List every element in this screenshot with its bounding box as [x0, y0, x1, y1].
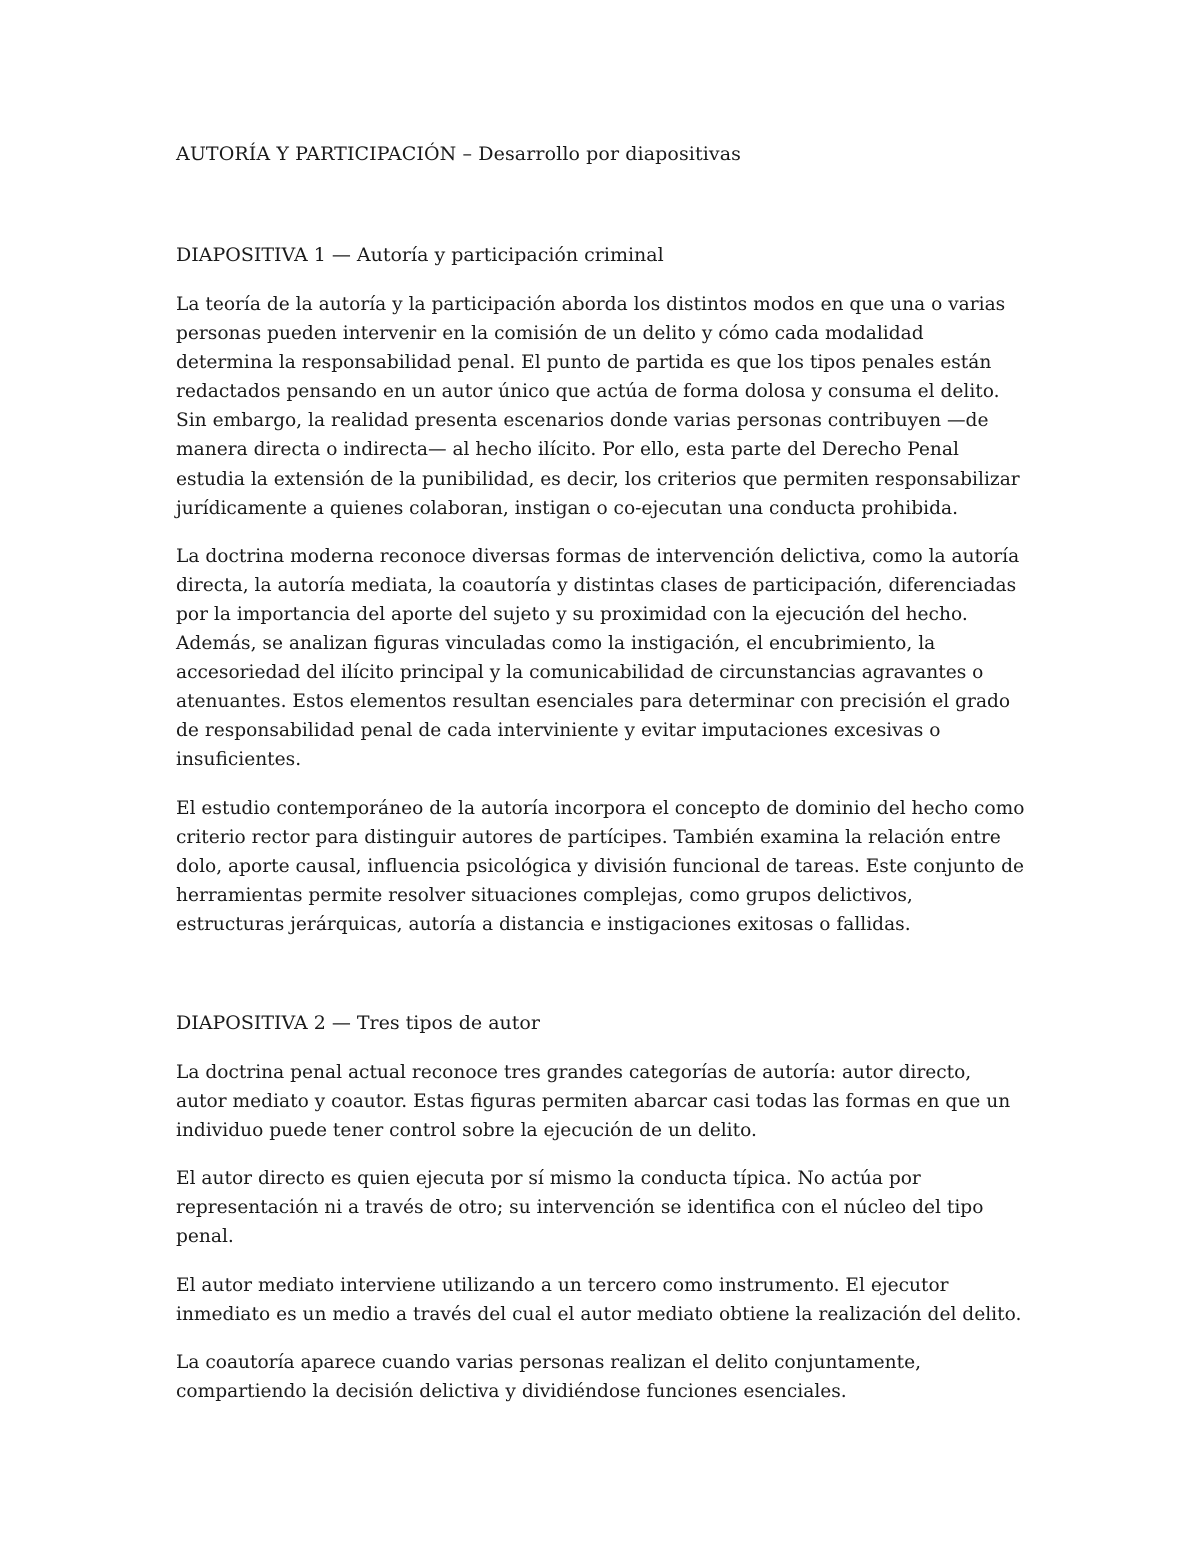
- paragraph: El autor mediato interviene utilizando a un tercero como instrumento. El ejecutor inmediato es un medio a través del cual el autor mediato obtiene la realización del delito.: [176, 1274, 1022, 1325]
- document-page: [176, 140, 1026, 1425]
- slide-heading: DIAPOSITIVA 2 — Tres tipos de autor: [176, 1011, 540, 1034]
- paragraph: El autor directo es quien ejecuta por sí mismo la conducta típica. No actúa por representación ni a través de otro; su intervención se identifica con el núcleo del tipo penal.: [176, 1168, 984, 1248]
- slide-section-1: [176, 241, 1026, 939]
- paragraph: El estudio contemporáneo de la autoría incorpora el concepto de dominio del hecho como criterio rector para distinguir autores de partícipes. También examina la relación entre dolo, aporte causal, influencia psicológica y división funcional de tareas. Este conjunto de herramientas permite resolver situaciones complejas, como grupos delictivos, estructuras jerárquicas, autoría a distancia e instigaciones exitosas o fallidas.: [176, 797, 1025, 935]
- paragraph: La coautoría aparece cuando varias personas realizan el delito conjuntamente, compartiendo la decisión delictiva y dividiéndose funciones esenciales.: [176, 1351, 921, 1402]
- paragraph: La doctrina penal actual reconoce tres grandes categorías de autoría: autor directo, autor mediato y coautor. Estas figuras permiten abarcar casi todas las formas en que un individuo puede tener control sobre la ejecución de un delito.: [176, 1061, 1011, 1142]
- slide-heading: DIAPOSITIVA 1 — Autoría y participación criminal: [176, 244, 664, 266]
- paragraph: La teoría de la autoría y la participación aborda los distintos modos en que una o varias personas pueden intervenir en la comisión de un delito y cómo cada modalidad determina la responsabilidad penal. El punto de partida es que los tipos penales están redactados pensando en un autor único que actúa de forma dolosa y consuma el delito. Sin embargo, la realidad presenta escenarios donde varias personas contribuyen —de manera directa o indirecta— al hecho ilícito. Por ello, esta parte del Derecho Penal estudia la extensión de la punibilidad, es decir, los criterios que permiten responsabilizar jurídicamente a quienes colaboran, instigan o co-ejecutan una conducta prohibida.: [176, 294, 1020, 519]
- paragraph: La doctrina moderna reconoce diversas formas de intervención delictiva, como la autoría directa, la autoría mediata, la coautoría y distintas clases de participación, diferenciadas por la importancia del aporte del sujeto y su proximidad con la ejecución del hecho. Además, se analizan figuras vinculadas como la instigación, el encubrimiento, la accesoriedad del ilícito principal y la comunicabilidad de circunstancias agravantes o atenuantes. Estos elementos resultan esenciales para determinar con precisión el grado de responsabilidad penal de cada interviniente y evitar imputaciones excesivas o insuficientes.: [176, 545, 1020, 771]
- slide-section-2: [176, 1009, 1026, 1406]
- document-title: AUTORÍA Y PARTICIPACIÓN – Desarrollo por diapositivas: [176, 143, 742, 165]
